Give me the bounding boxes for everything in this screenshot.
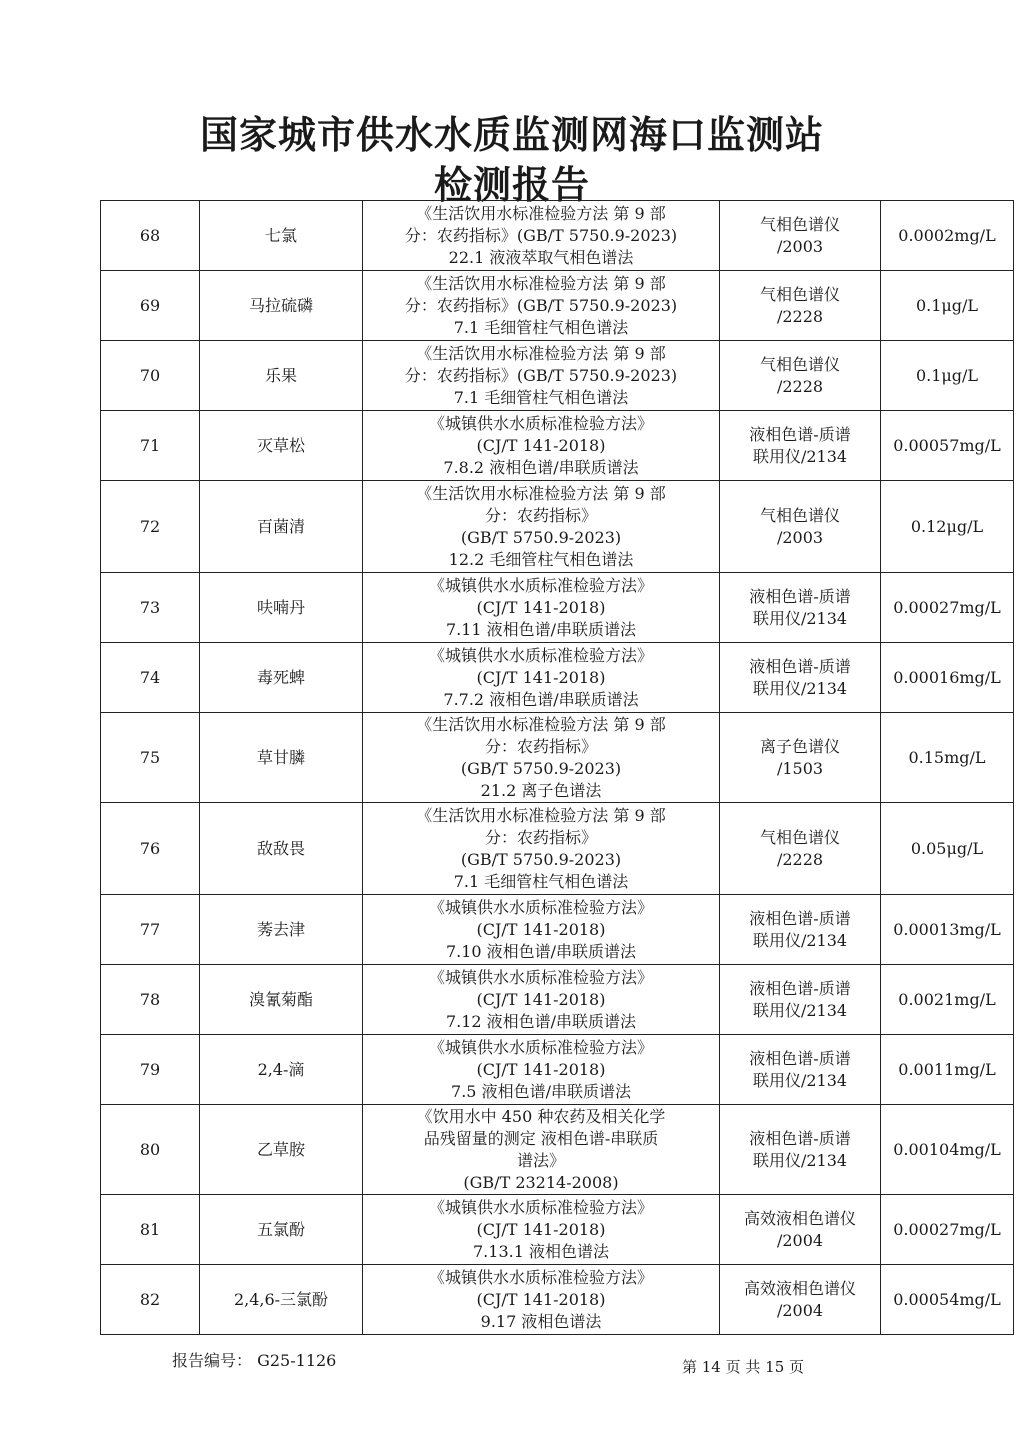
item-name: 草甘膦 [200,713,363,803]
item-number: 69 [101,271,200,341]
test-method-line: 7.13.1 液相色谱法 [473,1241,609,1261]
test-method [363,965,720,1035]
test-method-line: 12.2 毛细管柱气相色谱法 [448,549,634,569]
table-row [101,201,1014,271]
instrument-line: 联用仪/2134 [752,1150,848,1170]
test-method-line: (CJ/T 141-2018) [476,1289,606,1309]
item-name: 2,4-滴 [200,1035,363,1105]
test-method [363,1035,720,1105]
item-name: 乐果 [200,341,363,411]
table-row [101,481,1014,573]
instrument-line: 高效液相色谱仪 [743,1278,856,1298]
item-number: 72 [101,481,200,573]
detection-limit: 0.0021mg/L [881,965,1014,1035]
item-number: 81 [101,1195,200,1265]
detection-limit: 0.0002mg/L [881,201,1014,271]
test-method-line: 《城镇供水水质标准检验方法》 [428,967,653,987]
instrument-line: 联用仪/2134 [752,446,848,466]
instrument-line: 高效液相色谱仪 [743,1208,856,1228]
test-method-line: 《生活饮用水标准检验方法 第 9 部 [416,714,666,734]
test-method-line: 《城镇供水水质标准检验方法》 [428,1037,653,1057]
item-number: 79 [101,1035,200,1105]
test-method [363,1105,720,1195]
item-number: 78 [101,965,200,1035]
instrument-line: 气相色谱仪 [759,284,840,304]
instrument-line: /2003 [776,527,824,547]
detection-limit: 0.00057mg/L [881,411,1014,481]
test-method [363,481,720,573]
test-method-line: 《生活饮用水标准检验方法 第 9 部 [416,805,666,825]
test-method-line: 分：农药指标》(GB/T 5750.9-2023) [404,295,678,315]
test-method-line: 分：农药指标》 [484,736,597,756]
instrument-line: 离子色谱仪 [759,736,840,756]
test-method-line: (CJ/T 141-2018) [476,435,606,455]
item-number: 74 [101,643,200,713]
detection-limit: 0.0011mg/L [881,1035,1014,1105]
item-name: 乙草胺 [200,1105,363,1195]
table-row [101,1265,1014,1335]
instrument-line: 液相色谱-质谱 [749,978,851,998]
test-method-line: 7.10 液相色谱/串联质谱法 [445,941,637,961]
instrument-line: /1503 [776,758,824,778]
instrument-line: /2228 [776,849,824,869]
test-method [363,573,720,643]
item-name: 七氯 [200,201,363,271]
test-method-line: 《饮用水中 450 种农药及相关化学 [416,1106,666,1126]
test-method-line: 《城镇供水水质标准检验方法》 [428,897,653,917]
instrument-line: 联用仪/2134 [752,1070,848,1090]
test-method [363,271,720,341]
test-method-line: 22.1 液液萃取气相色谱法 [448,247,634,267]
item-name: 灭草松 [200,411,363,481]
detection-limit: 0.1μg/L [881,341,1014,411]
detection-limit: 0.00027mg/L [881,1195,1014,1265]
instrument [720,271,881,341]
test-method-line: 《生活饮用水标准检验方法 第 9 部 [416,273,666,293]
test-method-line: (CJ/T 141-2018) [476,989,606,1009]
instrument [720,411,881,481]
instrument-line: /2003 [776,236,824,256]
detection-limit: 0.00016mg/L [881,643,1014,713]
report-subtitle: 检测报告 [433,163,590,207]
item-name: 敌敌畏 [200,803,363,895]
instrument-line: 液相色谱-质谱 [749,424,851,444]
test-method-line: 7.5 液相色谱/串联质谱法 [451,1081,631,1101]
table-row [101,713,1014,803]
detection-limit: 0.12μg/L [881,481,1014,573]
test-method-line: 《城镇供水水质标准检验方法》 [428,1267,653,1287]
instrument-line: 气相色谱仪 [759,214,840,234]
test-method-line: 分：农药指标》 [484,505,597,525]
item-name: 百菌清 [200,481,363,573]
test-method-line: 分：农药指标》(GB/T 5750.9-2023) [404,365,678,385]
item-number: 76 [101,803,200,895]
test-method [363,713,720,803]
test-method [363,341,720,411]
table-row [101,271,1014,341]
instrument [720,895,881,965]
instrument-line: 联用仪/2134 [752,678,848,698]
test-method [363,201,720,271]
test-method-line: 分：农药指标》 [484,827,597,847]
report-number: 报告编号： G25-1126 [172,1351,337,1370]
instrument-line: 液相色谱-质谱 [749,908,851,928]
test-method-line: 《城镇供水水质标准检验方法》 [428,575,653,595]
instrument-line: 气相色谱仪 [759,827,840,847]
instrument [720,643,881,713]
test-method-line: 7.1 毛细管柱气相色谱法 [453,317,629,337]
test-method [363,1195,720,1265]
test-method-line: 7.11 液相色谱/串联质谱法 [445,619,637,639]
test-method [363,1265,720,1335]
test-method-line: 21.2 离子色谱法 [480,780,602,800]
instrument-line: /2228 [776,376,824,396]
test-method-line: 分：农药指标》(GB/T 5750.9-2023) [404,225,678,245]
instrument [720,803,881,895]
test-method-line: 7.8.2 液相色谱/串联质谱法 [443,457,639,477]
detection-limit: 0.15mg/L [881,713,1014,803]
instrument-line: 液相色谱-质谱 [749,1128,851,1148]
detection-limit: 0.00013mg/L [881,895,1014,965]
detection-limit: 0.1μg/L [881,271,1014,341]
test-method-line: (GB/T 5750.9-2023) [460,527,622,547]
test-method-line: (GB/T 5750.9-2023) [460,758,622,778]
item-number: 71 [101,411,200,481]
test-method-line: 7.7.2 液相色谱/串联质谱法 [443,689,639,709]
report-title: 国家城市供水水质监测网海口监测站 [199,113,824,157]
test-method-line: 《城镇供水水质标准检验方法》 [428,1197,653,1217]
test-method-line: 谱法》 [516,1150,565,1170]
item-number: 75 [101,713,200,803]
instrument [720,573,881,643]
table-row [101,1105,1014,1195]
test-method-line: 《城镇供水水质标准检验方法》 [428,413,653,433]
table-row [101,803,1014,895]
instrument [720,481,881,573]
test-method [363,895,720,965]
instrument [720,1035,881,1105]
detection-limit: 0.00104mg/L [881,1105,1014,1195]
item-number: 82 [101,1265,200,1335]
instrument-line: /2228 [776,306,824,326]
instrument-line: 联用仪/2134 [752,1000,848,1020]
instrument-line: 气相色谱仪 [759,505,840,525]
test-method-line: 《城镇供水水质标准检验方法》 [428,645,653,665]
table-row [101,643,1014,713]
instrument [720,1195,881,1265]
detection-limit: 0.00054mg/L [881,1265,1014,1335]
test-method [363,803,720,895]
test-method [363,411,720,481]
item-number: 73 [101,573,200,643]
item-number: 80 [101,1105,200,1195]
table-row [101,573,1014,643]
results-table [100,200,1014,1335]
test-method-line: 《生活饮用水标准检验方法 第 9 部 [416,203,666,223]
item-name: 溴氰菊酯 [200,965,363,1035]
test-method-line: (GB/T 23214-2008) [463,1172,619,1192]
test-method-line: (CJ/T 141-2018) [476,1059,606,1079]
table-row [101,895,1014,965]
instrument [720,965,881,1035]
test-method-line: 7.1 毛细管柱气相色谱法 [453,387,629,407]
instrument-line: 液相色谱-质谱 [749,1048,851,1068]
test-method-line: 7.12 液相色谱/串联质谱法 [445,1011,637,1031]
instrument [720,201,881,271]
item-name: 莠去津 [200,895,363,965]
table-row [101,965,1014,1035]
instrument [720,1265,881,1335]
item-name: 五氯酚 [200,1195,363,1265]
item-name: 2,4,6-三氯酚 [200,1265,363,1335]
test-method-line: 《生活饮用水标准检验方法 第 9 部 [416,343,666,363]
table-row [101,341,1014,411]
test-method-line: (CJ/T 141-2018) [476,1219,606,1239]
test-method-line: (CJ/T 141-2018) [476,919,606,939]
test-method-line: 品残留量的测定 液相色谱-串联质 [423,1128,659,1148]
item-name: 马拉硫磷 [200,271,363,341]
item-name: 毒死蜱 [200,643,363,713]
instrument [720,1105,881,1195]
item-number: 68 [101,201,200,271]
test-method-line: (CJ/T 141-2018) [476,597,606,617]
detection-limit: 0.05μg/L [881,803,1014,895]
item-number: 70 [101,341,200,411]
instrument-line: /2004 [776,1230,824,1250]
instrument [720,713,881,803]
test-method-line: 9.17 液相色谱法 [480,1311,602,1331]
instrument [720,341,881,411]
instrument-line: 联用仪/2134 [752,608,848,628]
detection-limit: 0.00027mg/L [881,573,1014,643]
table-row [101,1195,1014,1265]
item-name: 呋喃丹 [200,573,363,643]
test-method-line: 《生活饮用水标准检验方法 第 9 部 [416,483,666,503]
instrument-line: 液相色谱-质谱 [749,656,851,676]
test-method-line: (GB/T 5750.9-2023) [460,849,622,869]
test-method-line: 7.1 毛细管柱气相色谱法 [453,871,629,891]
item-number: 77 [101,895,200,965]
instrument-line: 联用仪/2134 [752,930,848,950]
test-method-line: (CJ/T 141-2018) [476,667,606,687]
page-number: 第 14 页 共 15 页 [682,1358,805,1376]
test-method [363,643,720,713]
instrument-line: 气相色谱仪 [759,354,840,374]
table-row [101,1035,1014,1105]
table-row [101,411,1014,481]
instrument-line: /2004 [776,1300,824,1320]
instrument-line: 液相色谱-质谱 [749,586,851,606]
